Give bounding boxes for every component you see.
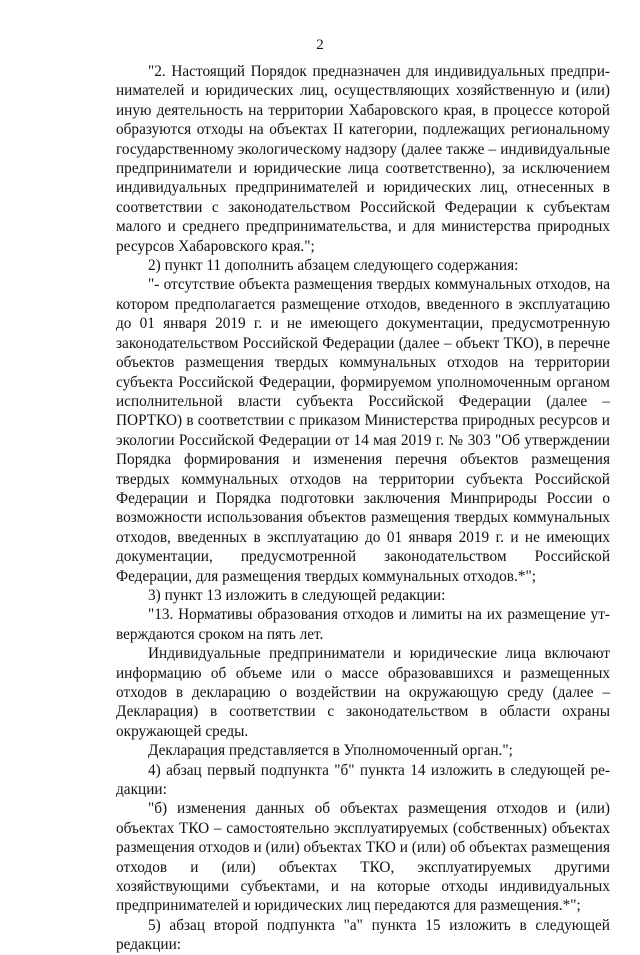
paragraph-10: 5) абзац второй подпункта "а" пункта 15 изложить в следующей редакции:: [116, 916, 610, 954]
paragraph-9: "б) изменения данных об объектах размещения отходов и (или) объектах ТКО – самостоятельно эксплуатируемых (собственных) объектах размещения отходов и (или) объектах ТКО и (или) об объектах размещения отходов и (или) объектах ТКО, эксплуатируемых другими хозяйствующими субъектами, и на которые отходы индивидуальных предпринимателей и юридических лиц передаются для размещения.*";: [116, 800, 610, 915]
paragraph-8: 4) абзац первый подпункта "б" пункта 14 изложить в следующей редакции:: [116, 761, 610, 799]
paragraph-3: "- отсутствие объекта размещения твердых коммунальных отходов, на котором предполагается размещение отходов, введенного в эксплуатацию до 01 января 2019 г. и не имеющего документации, предусмотренную законодательством Российской Федерации (далее – объект ТКО), в перечне объектов размещения твердых коммунальных отходов на территории субъекта Российской Федерации, формируемом уполномоченным органом исполнительной власти субъекта Российской Федерации (далее – ПОРТКО) в соответствии с приказом Министерства природных ресурсов и экологии Российской Федерации от 14 мая 2019 г. № 303 "Об утверждении Порядка формирования и изменения перечня объектов размещения твердых коммунальных отходов на территории субъекта Российской Федерации и Порядка подготовки заключения Минприроды России о возможности использования объектов размещения твердых коммунальных отходов, введенных в эксплуатацию до 01 января 2019 г. и не имеющих документации, предусмотренной законодательством Российской Федерации, для размещения твердых коммунальных отходов.*";: [116, 276, 610, 585]
page-number: 2: [316, 37, 324, 53]
paragraph-6: Индивидуальные предприниматели и юридические лица включают информацию об объеме или о массе образовавшихся и размещенных отходов в декларацию о воздействии на окружающую среду (далее – Декларация) в соответствии с законодательством в области охраны окружающей среды.: [116, 645, 610, 740]
paragraph-7: Декларация представляется в Уполномоченный орган.";: [148, 742, 513, 760]
document-body: [116, 62, 610, 955]
paragraph-4: 3) пункт 13 изложить в следующей редакции:: [148, 586, 446, 604]
paragraph-2: 2) пункт 11 дополнить абзацем следующего содержания:: [148, 257, 519, 275]
paragraph-5: "13. Нормативы образования отходов и лимиты на их размещение утверждаются сроком на пять лет.: [116, 606, 610, 643]
paragraph-1: "2. Настоящий Порядок предназначен для индивидуальных предпринимателей и юридических лиц, осуществляющих хозяйственную и (или) иную деятельность на территории Хабаровского края, в процессе которой образуются отходы на объектах II категории, подлежащих региональному государственному экологическому надзору (далее также – индивидуальные предприниматели и юридические лица соответственно), за исключением индивидуальных предпринимателей и юридических лиц, отнесенных в соответствии с законодательством Российской Федерации к субъектам малого и среднего предпринимательства, и для министерства природных ресурсов Хабаровского края.";: [116, 63, 610, 255]
